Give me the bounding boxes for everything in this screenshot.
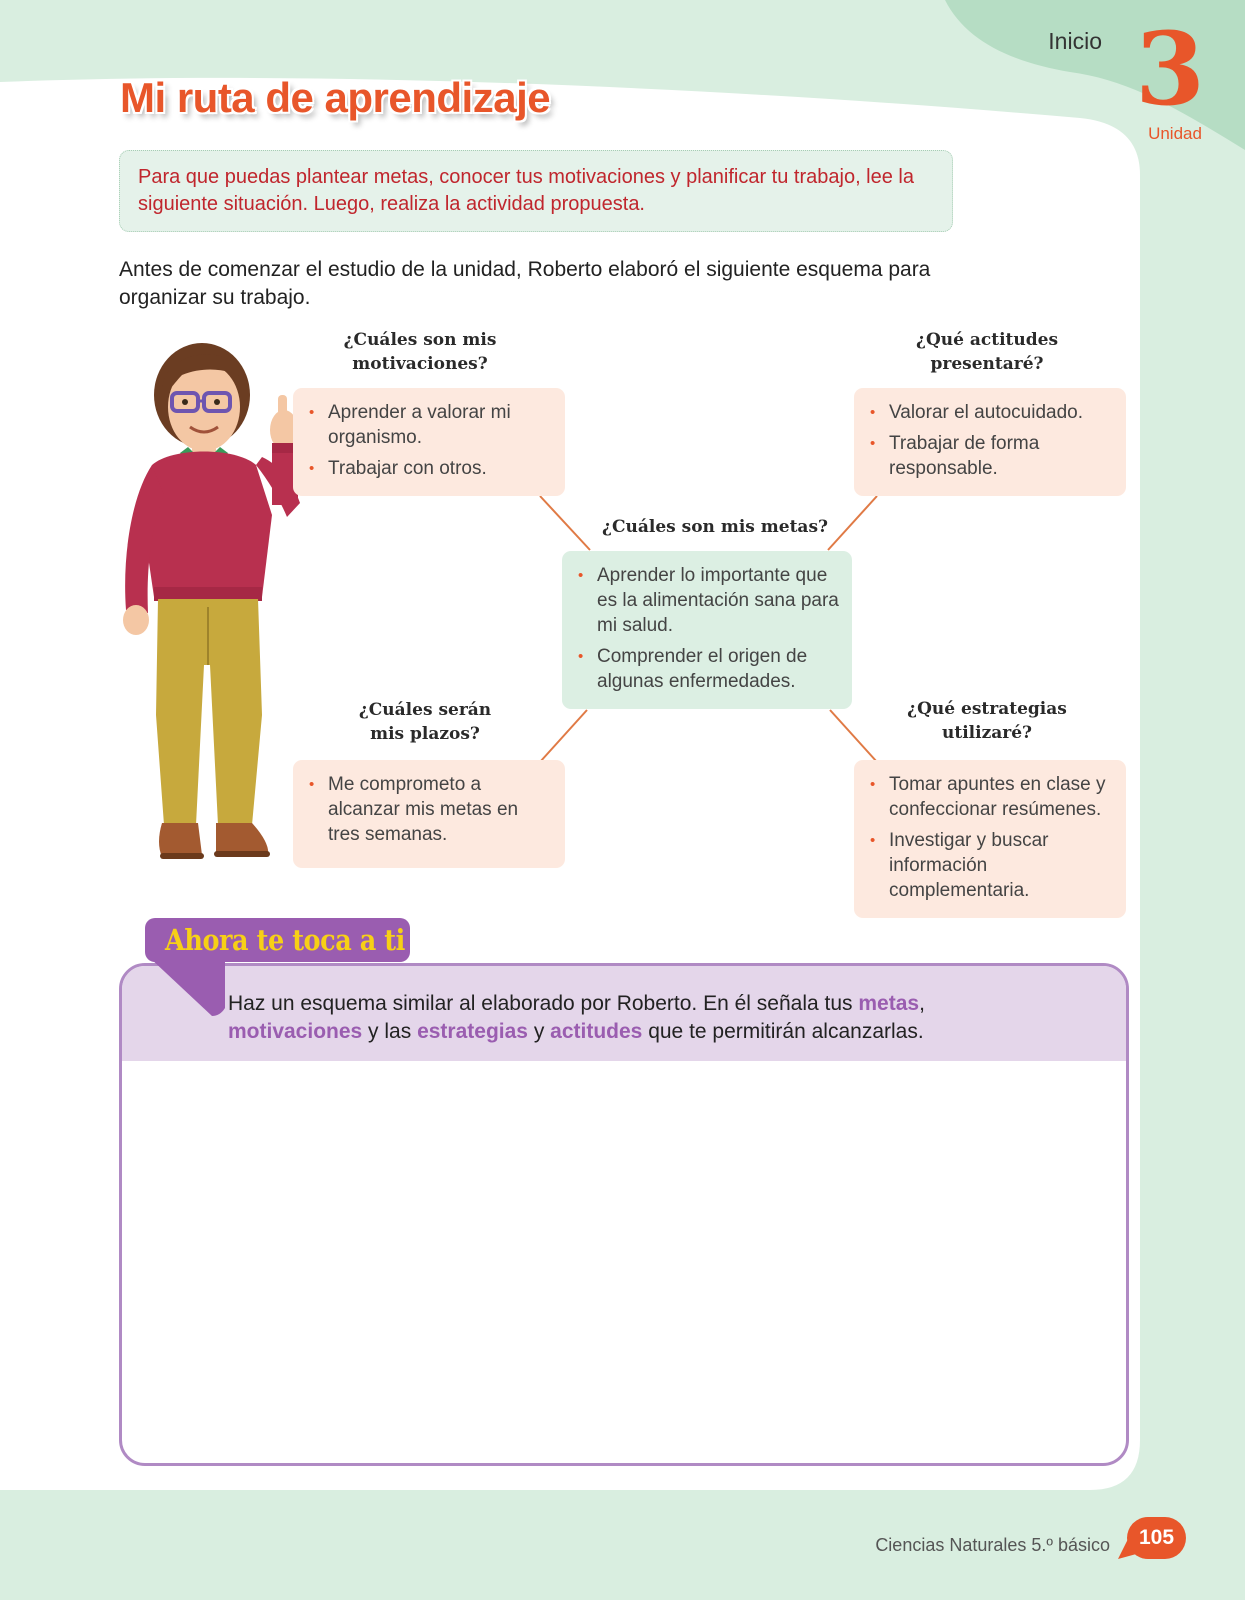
lead-paragraph: Antes de comenzar el estudio de la unidad, Roberto elaboró el siguiente esquema para organizar su trabajo. [119, 258, 931, 309]
list-item: • Aprender a valorar mi organismo. [309, 400, 553, 450]
activity-tab [145, 918, 410, 962]
question-goals: ¿Cuáles son mis metas? [602, 517, 828, 537]
unit-label: Unidad [1148, 124, 1202, 143]
keyword-metas: metas [858, 992, 920, 1015]
list-item: • Me comprometo a alcanzar mis metas en tres semanas. [309, 772, 553, 847]
list-item: • Investigar y buscar información complementaria. [870, 828, 1114, 903]
instruction-text: y [527, 1020, 551, 1043]
list-item: • Aprender lo importante que es la alimentación sana para mi salud. [578, 563, 840, 638]
instruction-text: que te permitirán alcanzarlas. [642, 1020, 924, 1043]
roberto-illustration [112, 335, 312, 885]
attitudes-box [854, 388, 1126, 496]
speech-bubble-tail [130, 958, 240, 1033]
attitudes-list [870, 400, 1114, 481]
motivations-box [293, 388, 565, 496]
book-title: Ciencias Naturales 5.º básico [875, 1535, 1110, 1555]
unit-number: 3 [1135, 10, 1205, 128]
deadlines-box [293, 760, 565, 868]
section-label: Inicio [1048, 28, 1102, 54]
goals-box [562, 551, 852, 709]
question-motivations: ¿Cuáles son mis motivaciones? [343, 330, 497, 374]
motivations-list [309, 400, 553, 481]
question-strategies: ¿Qué estrategias utilizaré? [907, 699, 1067, 743]
keyword-motivaciones: motivaciones [228, 1020, 363, 1043]
page-number: 105 [1127, 1517, 1186, 1559]
list-item: • Trabajar de forma responsable. [870, 431, 1114, 481]
deadlines-list [309, 772, 553, 847]
keyword-estrategias: estrategias [417, 1020, 528, 1043]
list-item: • Comprender el origen de algunas enfermedades. [578, 644, 840, 694]
keyword-actitudes: actitudes [550, 1020, 643, 1043]
list-item: • Tomar apuntes en clase y confeccionar resúmenes. [870, 772, 1114, 822]
strategies-list [870, 772, 1114, 903]
instruction-text: , [919, 992, 925, 1015]
strategies-box [854, 760, 1126, 918]
list-item: • Trabajar con otros. [309, 456, 553, 481]
intro-text: Para que puedas plantear metas, conocer tus motivaciones y planificar tu trabajo, lee la siguiente situación. Luego, realiza la actividad propuesta. [138, 166, 914, 215]
page-title: Mi ruta de aprendizaje [120, 74, 551, 121]
question-attitudes: ¿Qué actitudes presentaré? [915, 330, 1059, 374]
activity-tab-label: Ahora te toca a ti [165, 923, 405, 957]
question-deadlines: ¿Cuáles serán mis plazos? [358, 700, 492, 744]
instruction-text: y las [362, 1020, 418, 1043]
list-item: • Valorar el autocuidado. [870, 400, 1114, 425]
goals-list [578, 563, 840, 694]
instruction-text: Haz un esquema similar al elaborado por Roberto. En él señala tus [228, 992, 859, 1015]
activity-instructions [228, 990, 1048, 1046]
